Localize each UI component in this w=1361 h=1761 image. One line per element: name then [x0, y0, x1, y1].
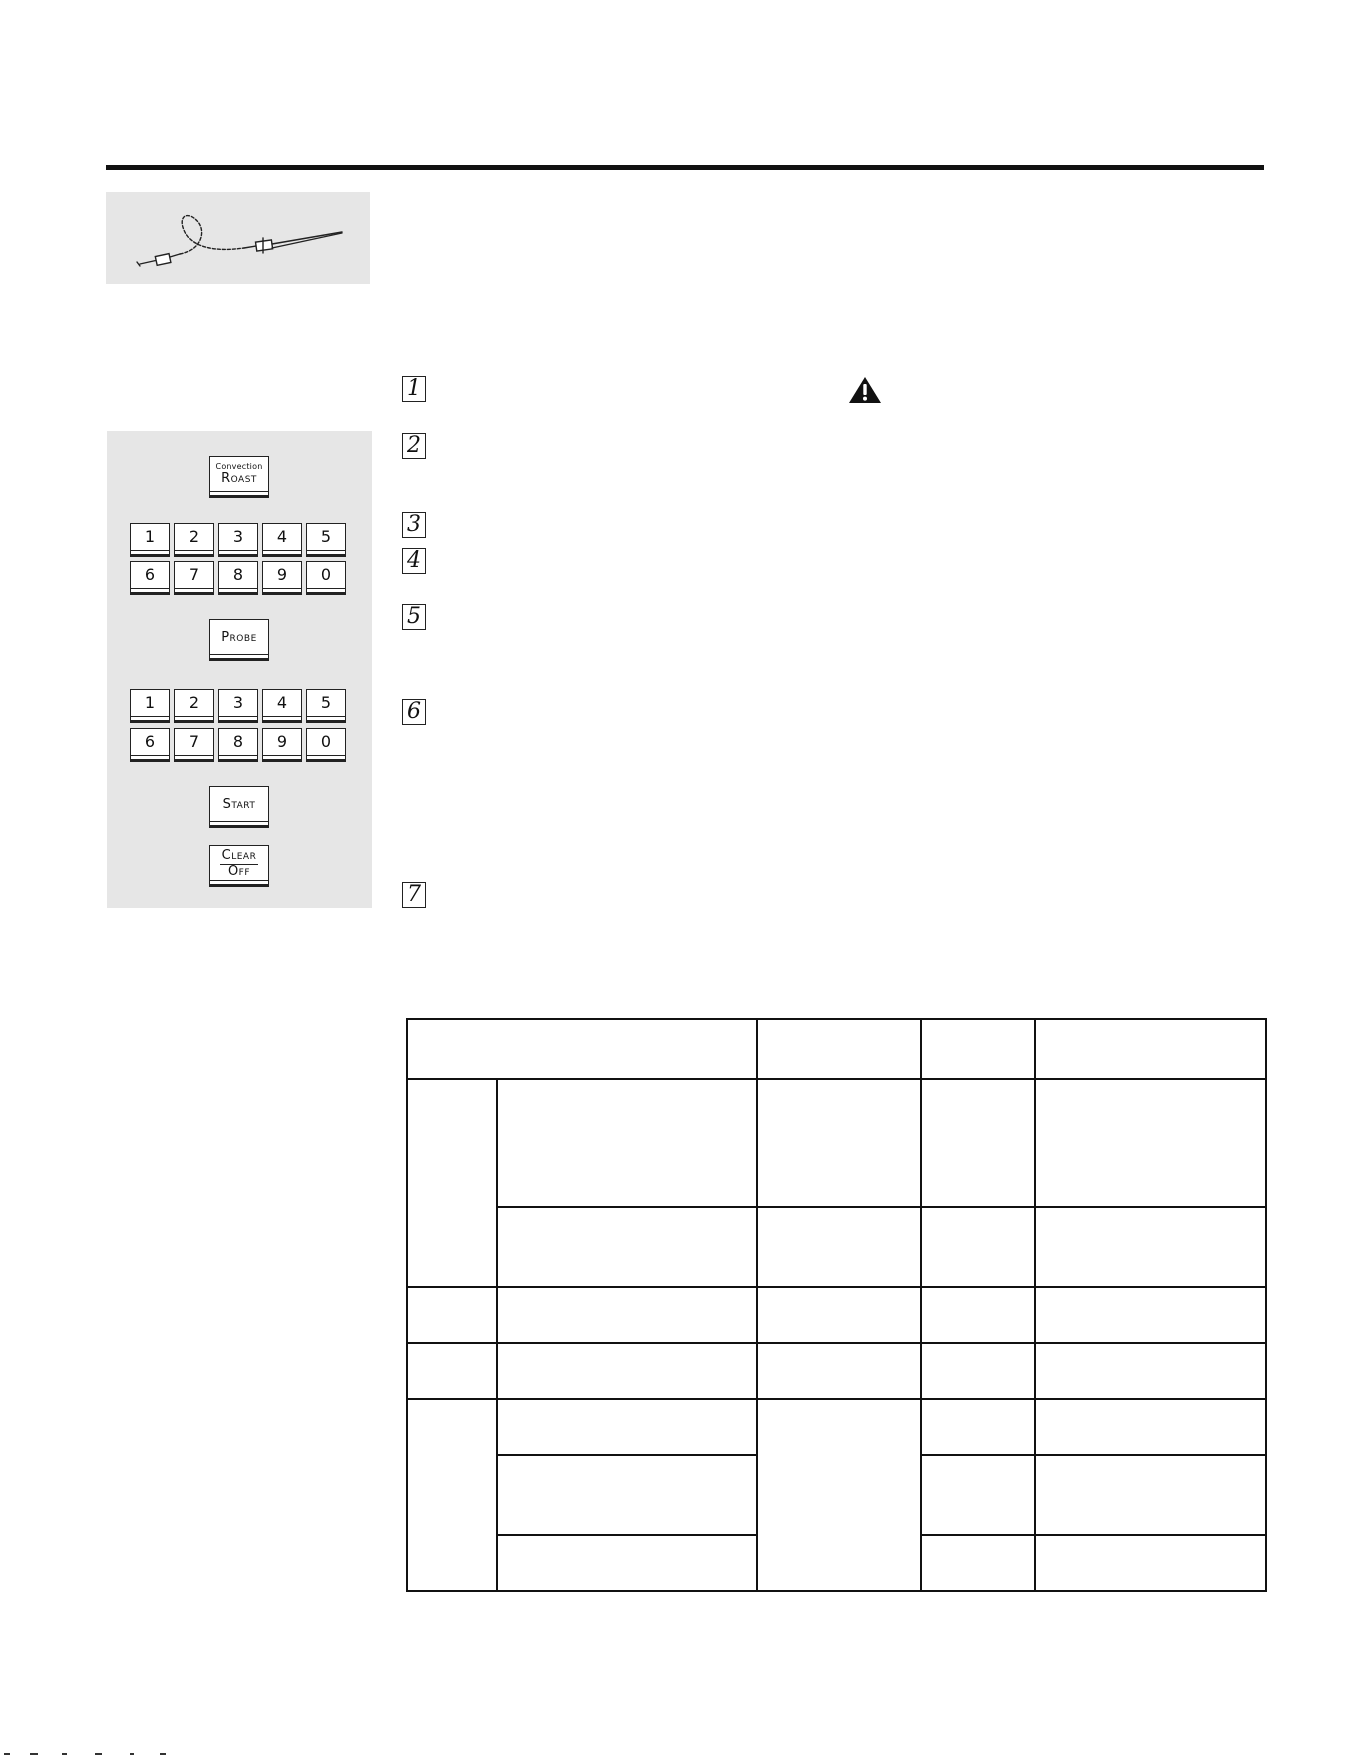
convection-roast-button[interactable]	[209, 456, 269, 496]
clear-label: Clear	[221, 847, 257, 863]
table-cell	[497, 1079, 757, 1207]
table-row	[407, 1079, 1266, 1207]
table-cell	[497, 1399, 757, 1455]
table-cell	[921, 1343, 1035, 1399]
start-button[interactable]	[209, 786, 269, 826]
table-cell	[921, 1535, 1035, 1591]
table-cell	[921, 1455, 1035, 1535]
table-cell	[407, 1287, 497, 1343]
temperature-probe-icon	[106, 192, 370, 284]
table-cell	[921, 1019, 1035, 1079]
keypad-2-8[interactable]: 8	[218, 728, 258, 760]
probe-illustration	[106, 192, 370, 284]
keypad-1-1[interactable]: 1	[130, 523, 170, 555]
table-cell	[757, 1019, 921, 1079]
keypad-1-7[interactable]: 7	[174, 561, 214, 593]
table-cell	[497, 1287, 757, 1343]
table-row	[407, 1343, 1266, 1399]
keypad-1-0[interactable]: 0	[306, 561, 346, 593]
table-cell	[1035, 1207, 1266, 1287]
table-cell	[1035, 1287, 1266, 1343]
table-cell	[1035, 1019, 1266, 1079]
step-3-marker: 3	[402, 512, 426, 538]
table-cell	[497, 1207, 757, 1287]
table-cell	[407, 1079, 497, 1287]
probe-button[interactable]	[209, 619, 269, 659]
control-panel	[107, 431, 372, 908]
keypad-1-4[interactable]: 4	[262, 523, 302, 555]
keypad-2-7[interactable]: 7	[174, 728, 214, 760]
table-cell	[1035, 1455, 1266, 1535]
step-7-marker: 7	[402, 882, 426, 908]
keypad-1-6[interactable]: 6	[130, 561, 170, 593]
keypad-2-4[interactable]: 4	[262, 689, 302, 721]
table-cell	[921, 1207, 1035, 1287]
table-cell	[921, 1399, 1035, 1455]
step-5-marker: 5	[402, 604, 426, 630]
table-cell	[497, 1455, 757, 1535]
keypad-2-6[interactable]: 6	[130, 728, 170, 760]
table-cell	[497, 1343, 757, 1399]
keypad-2-9[interactable]: 9	[262, 728, 302, 760]
step-2-marker: 2	[402, 433, 426, 459]
table-cell	[407, 1343, 497, 1399]
keypad-1-5[interactable]: 5	[306, 523, 346, 555]
clear-off-button[interactable]	[209, 845, 269, 885]
table-cell	[757, 1207, 921, 1287]
table-cell	[407, 1399, 497, 1591]
keypad-2-3[interactable]: 3	[218, 689, 258, 721]
keypad-1-2[interactable]: 2	[174, 523, 214, 555]
probe-label: Probe	[221, 629, 257, 645]
table-cell	[757, 1343, 921, 1399]
keypad-2-5[interactable]: 5	[306, 689, 346, 721]
cooking-guide-table	[406, 1018, 1267, 1592]
keypad-1-3[interactable]: 3	[218, 523, 258, 555]
section-header-rule	[106, 165, 1264, 170]
table-cell	[497, 1535, 757, 1591]
table-cell	[921, 1079, 1035, 1207]
keypad-1-9[interactable]: 9	[262, 561, 302, 593]
keypad-2-1[interactable]: 1	[130, 689, 170, 721]
table-cell	[1035, 1535, 1266, 1591]
keypad-2-2[interactable]: 2	[174, 689, 214, 721]
start-label: Start	[222, 796, 256, 812]
off-label: Off	[227, 863, 251, 879]
table-cell	[407, 1019, 757, 1079]
table-cell	[757, 1399, 921, 1591]
step-6-marker: 6	[402, 699, 426, 725]
step-1-marker: 1	[402, 376, 426, 402]
table-cell	[757, 1079, 921, 1207]
table-row	[407, 1399, 1266, 1455]
convection-roast-line1: Convection	[215, 462, 263, 472]
table-row	[407, 1207, 1266, 1287]
keypad-2-0[interactable]: 0	[306, 728, 346, 760]
table-cell	[921, 1287, 1035, 1343]
warning-triangle-icon	[848, 376, 882, 408]
convection-roast-line2: Roast	[221, 470, 257, 486]
table-cell	[757, 1287, 921, 1343]
keypad-1-8[interactable]: 8	[218, 561, 258, 593]
table-header-row	[407, 1019, 1266, 1079]
table-cell	[1035, 1343, 1266, 1399]
page-edge-marks	[0, 1752, 200, 1756]
table-row	[407, 1287, 1266, 1343]
step-4-marker: 4	[402, 548, 426, 574]
table-cell	[1035, 1079, 1266, 1207]
table-cell	[1035, 1399, 1266, 1455]
